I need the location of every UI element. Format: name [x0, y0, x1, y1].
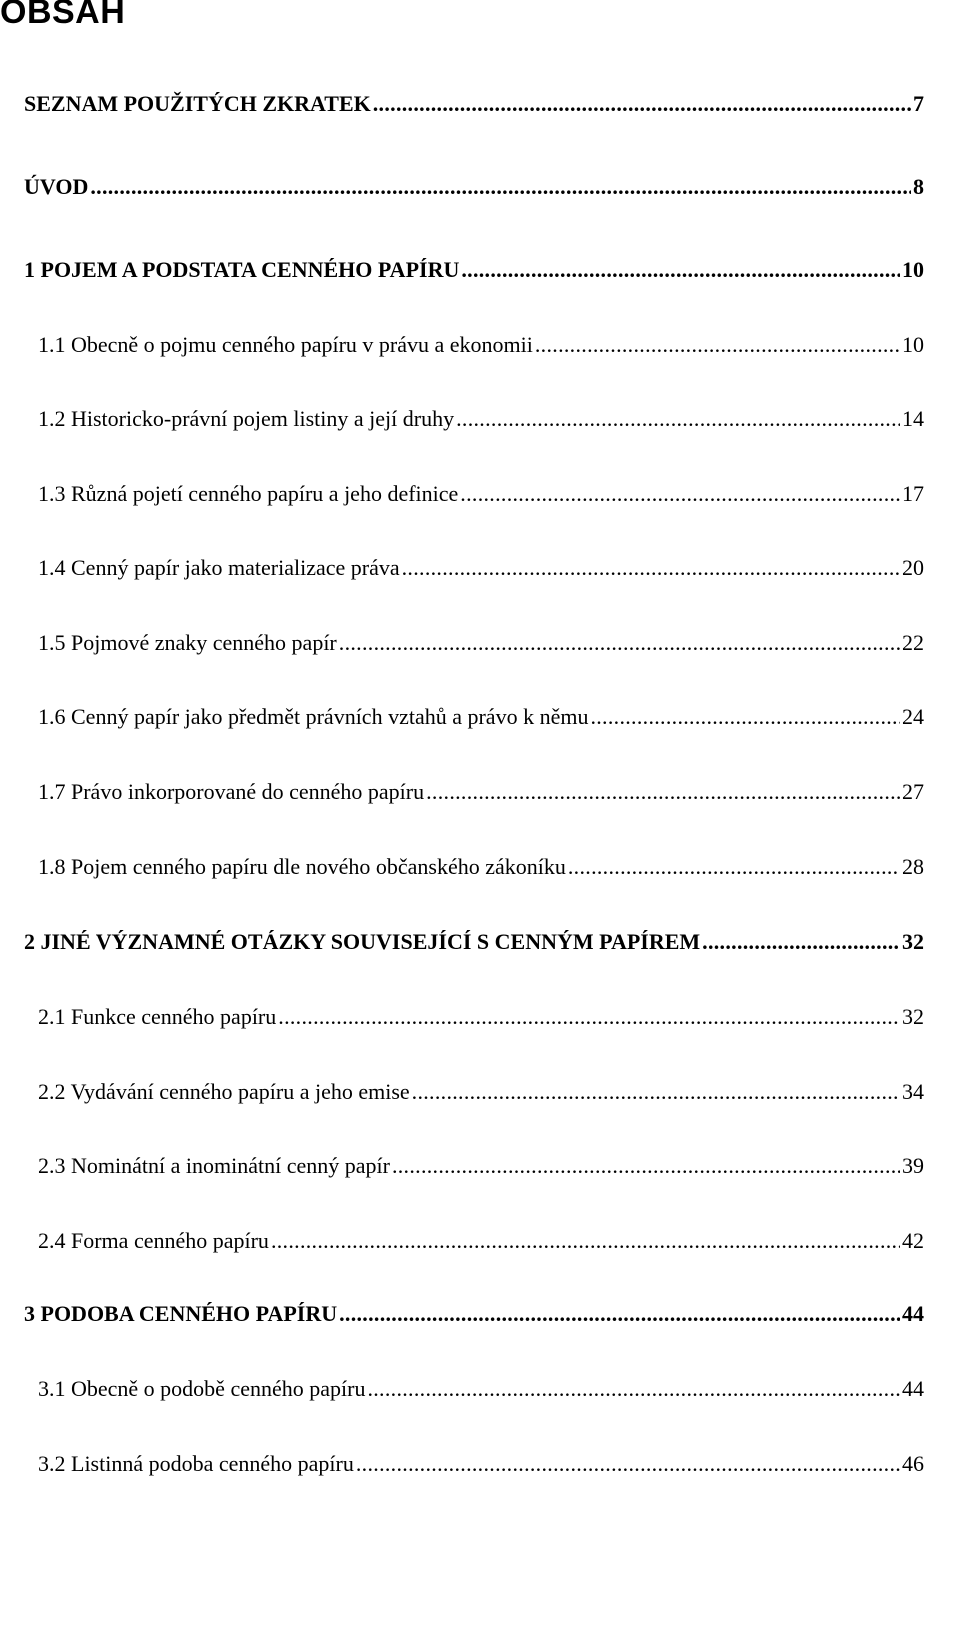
- toc-entry-2-1[interactable]: [38, 1000, 924, 1034]
- toc-entry-label: 2.2 Vydávání cenného papíru a jeho emise: [38, 1079, 410, 1104]
- toc-entry-2-3[interactable]: [38, 1149, 924, 1183]
- toc-page-number: 8: [913, 174, 924, 199]
- toc-entry-label: 3.1 Obecně o podobě cenného papíru: [38, 1376, 366, 1401]
- toc-entry-label: 2 JINÉ VÝZNAMNÉ OTÁZKY SOUVISEJÍCÍ S CENNÝM PAPÍREM: [24, 929, 701, 954]
- toc-page-number: 32: [902, 1004, 924, 1029]
- toc-page-number: 46: [902, 1451, 924, 1476]
- toc-entry-label: 1 POJEM A PODSTATA CENNÉHO PAPÍRU: [24, 257, 460, 282]
- toc-dot-leader: [90, 170, 911, 204]
- toc-entry-label: 3.2 Listinná podoba cenného papíru: [38, 1451, 354, 1476]
- toc-page-number: 10: [902, 332, 924, 357]
- toc-page-number: 42: [902, 1228, 924, 1253]
- toc-entry-label: 1.4 Cenný papír jako materializace práva: [38, 555, 400, 580]
- toc-entry-1-8[interactable]: [38, 850, 924, 884]
- toc-dot-leader: [339, 626, 900, 660]
- toc-dot-leader: [356, 1447, 900, 1481]
- toc-page-number: 34: [902, 1079, 924, 1104]
- toc-entry-1-5[interactable]: [38, 626, 924, 660]
- toc-dot-leader: [392, 1149, 900, 1183]
- toc-entry-2-2[interactable]: [38, 1075, 924, 1109]
- toc-entry-label: 1.2 Historicko-právní pojem listiny a její druhy: [38, 406, 455, 431]
- toc-page-number: 44: [902, 1376, 924, 1401]
- toc-dot-leader: [278, 1000, 900, 1034]
- toc-page-number: 44: [902, 1301, 924, 1326]
- toc-page-number: 39: [902, 1153, 924, 1178]
- toc-entry-3-1[interactable]: [38, 1372, 924, 1406]
- toc-entry-label: 2.3 Nominátní a inominátní cenný papír: [38, 1153, 390, 1178]
- toc-entry-chapter-1[interactable]: [24, 253, 924, 287]
- toc-page-number: 10: [902, 257, 924, 282]
- toc-entry-1-2[interactable]: [38, 402, 924, 436]
- toc-entry-uvod[interactable]: [24, 170, 924, 204]
- toc-page-number: 20: [902, 555, 924, 580]
- toc-dot-leader: [456, 402, 900, 436]
- toc-entry-seznam-zkratek[interactable]: [24, 87, 924, 121]
- toc-page-number: 17: [902, 481, 924, 506]
- toc-entry-1-4[interactable]: [38, 551, 924, 585]
- toc-dot-leader: [568, 850, 900, 884]
- toc-dot-leader: [367, 1372, 900, 1406]
- toc-entry-chapter-3[interactable]: [24, 1297, 924, 1331]
- toc-dot-leader: [412, 1075, 900, 1109]
- toc-entry-label: 3 PODOBA CENNÉHO PAPÍRU: [24, 1301, 338, 1326]
- toc-dot-leader: [402, 551, 900, 585]
- toc-entry-label: 2.1 Funkce cenného papíru: [38, 1004, 277, 1029]
- toc-dot-leader: [339, 1297, 900, 1331]
- toc-dot-leader: [590, 700, 900, 734]
- toc-entry-label: 1.1 Obecně o pojmu cenného papíru v právu a ekonomii: [38, 332, 533, 357]
- toc-entry-label: 1.5 Pojmové znaky cenného papír: [38, 630, 337, 655]
- toc-entry-chapter-2[interactable]: [24, 925, 924, 959]
- toc-entry-label: SEZNAM POUŽITÝCH ZKRATEK: [24, 91, 371, 116]
- toc-entry-3-2[interactable]: [38, 1447, 924, 1481]
- toc-entry-label: 1.6 Cenný papír jako předmět právních vztahů a právo k němu: [38, 704, 589, 729]
- toc-dot-leader: [271, 1224, 900, 1258]
- toc-page-number: 14: [902, 406, 924, 431]
- toc-page-number: 22: [902, 630, 924, 655]
- toc-entry-2-4[interactable]: [38, 1224, 924, 1258]
- toc-dot-leader: [426, 775, 900, 809]
- toc-page-number: 28: [902, 854, 924, 879]
- toc-entry-label: 1.8 Pojem cenného papíru dle nového občanského zákoníku: [38, 854, 566, 879]
- toc-entry-label: 1.3 Různá pojetí cenného papíru a jeho definice: [38, 481, 459, 506]
- toc-entry-label: 2.4 Forma cenného papíru: [38, 1228, 269, 1253]
- toc-page-number: 32: [902, 929, 924, 954]
- toc-dot-leader: [702, 925, 900, 959]
- toc-page-number: 24: [902, 704, 924, 729]
- toc-entry-1-3[interactable]: [38, 477, 924, 511]
- toc-entry-1-1[interactable]: [38, 328, 924, 362]
- toc-entry-1-7[interactable]: [38, 775, 924, 809]
- toc-entry-label: 1.7 Právo inkorporované do cenného papíru: [38, 779, 425, 804]
- toc-page-number: 7: [913, 91, 924, 116]
- toc-dot-leader: [461, 253, 900, 287]
- toc-entry-1-6[interactable]: [38, 700, 924, 734]
- toc-dot-leader: [373, 87, 911, 121]
- toc-page-number: 27: [902, 779, 924, 804]
- page-title: OBSAH: [0, 0, 126, 31]
- toc-dot-leader: [460, 477, 900, 511]
- toc-entry-label: ÚVOD: [24, 174, 89, 199]
- toc-dot-leader: [535, 328, 900, 362]
